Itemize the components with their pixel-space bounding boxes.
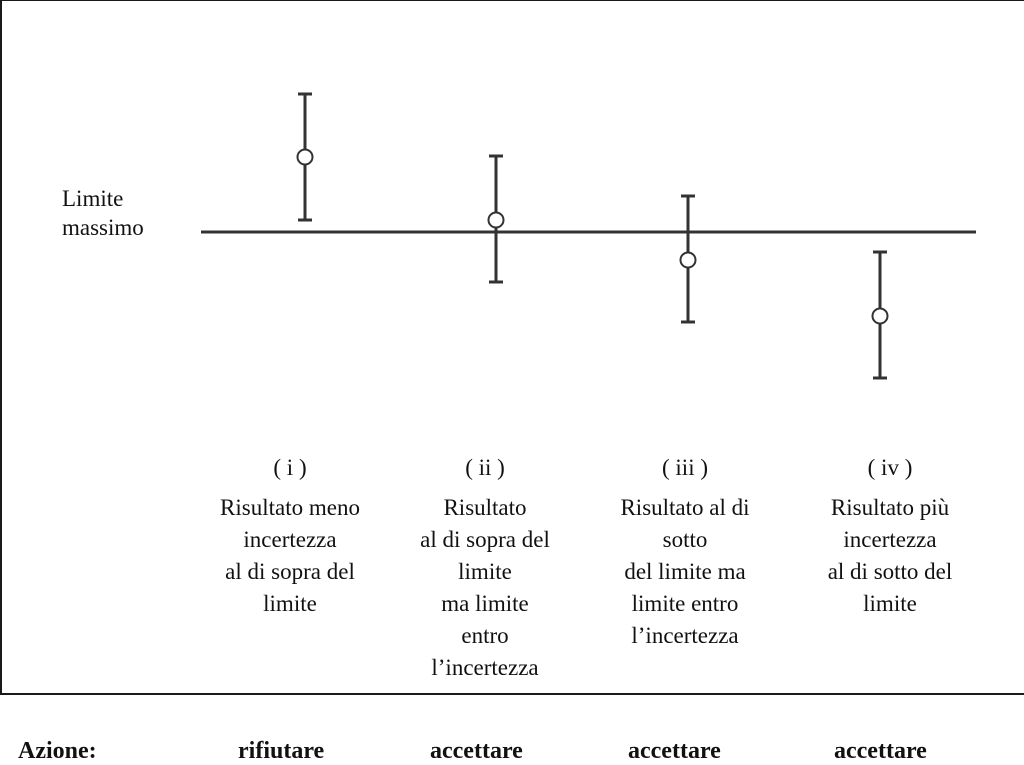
action-iii: accettare <box>628 738 721 764</box>
case-description: Risultato al di sopra del limite ma limite entro l’incertezza <box>420 495 550 680</box>
case-number: ( iii ) <box>662 455 708 480</box>
action-label: Azione: <box>18 738 97 764</box>
result-point <box>873 309 888 324</box>
result-point <box>489 213 504 228</box>
limit-label-line-2: massimo <box>62 215 144 240</box>
case-number: ( iv ) <box>867 455 913 480</box>
case-i <box>195 452 385 620</box>
action-i: rifiutare <box>238 738 325 764</box>
case-number: ( i ) <box>273 455 307 480</box>
case-description: Risultato più incertezza al di sotto del limite <box>827 495 953 616</box>
case-description: Risultato meno incertezza al di sopra del limite <box>220 495 360 616</box>
limit-label <box>62 184 144 242</box>
result-point <box>298 150 313 165</box>
action-iv: accettare <box>834 738 927 764</box>
case-number: ( ii ) <box>465 455 505 480</box>
action-ii: accettare <box>430 738 523 764</box>
case-iii <box>590 452 780 652</box>
case-description: Risultato al di sotto del limite ma limite entro l’incertezza <box>620 495 750 648</box>
limit-label-line-1: Limite <box>62 186 124 211</box>
case-ii <box>390 452 580 684</box>
result-point <box>681 253 696 268</box>
case-iv <box>795 452 985 620</box>
